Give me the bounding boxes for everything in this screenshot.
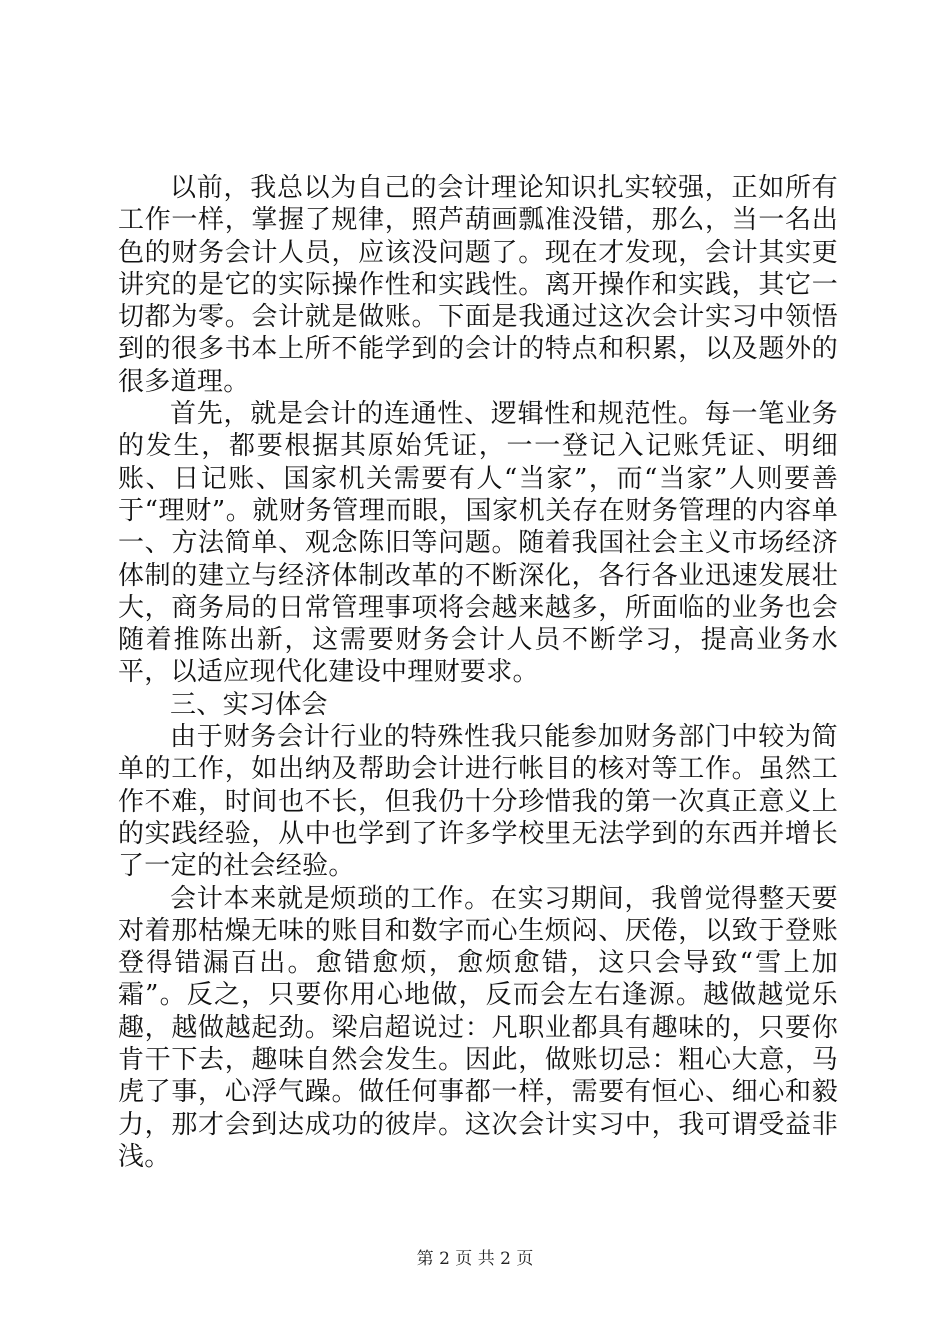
paragraph-first-point: 首先，就是会计的连通性、逻辑性和规范性。每一笔业务的发生，都要根据其原始凭证，一一登记入记账凭证、明细账、日记账、国家机关需要有人“当家”，而“当家”人则要善于“理财”。就财务管理而眼，国家机关存在财务管理的内容单一、方法简单、观念陈旧等问题。随着我国社会主义市场经济体制的建立与经济体制改革的不断深化，各行各业迅速发展壮大，商务局的日常管理事项将会越来越多，所面临的业务也会随着推陈出新，这需要财务会计人员不断学习，提高业务水平，以适应现代化建设中理财要求。 xyxy=(118,399,839,688)
paragraph-intro: 以前，我总以为自己的会计理论知识扎实较强，正如所有工作一样，掌握了规律，照芦葫画瓢准没错，那么，当一名出色的财务会计人员，应该没问题了。现在才发现，会计其实更讲究的是它的实际操作性和实践性。离开操作和实践，其它一切都为零。会计就是做账。下面是我通过这次会计实习中领悟到的很多书本上所不能学到的会计的特点和积累，以及题外的很多道理。 xyxy=(118,173,838,397)
paragraph-reflection: 会计本来就是烦琐的工作。在实习期间，我曾觉得整天要对着那枯燥无味的账目和数字而心生烦闷、厌倦，以致于登账登得错漏百出。愈错愈烦，愈烦愈错，这只会导致“雪上加霜”。反之，只要你用心地做，反而会左右逢源。越做越觉乐趣，越做越起劲。梁启超说过：凡职业都具有趣味的，只要你肯干下去，趣味自然会发生。因此，做账切忌：粗心大意，马虎了事，心浮气躁。做任何事都一样，需要有恒心、细心和毅力，那才会到达成功的彼岸。这次会计实习中，我可谓受益非浅。 xyxy=(118,883,838,1172)
section-heading: 三、实习体会 xyxy=(170,689,328,720)
page-number-footer: 第 2 页 共 2 页 xyxy=(416,1249,534,1269)
document-body xyxy=(118,172,838,1173)
paragraph-internship-work: 由于财务会计行业的特殊性我只能参加财务部门中较为简单的工作，如出纳及帮助会计进行帐目的核对等工作。虽然工作不难，时间也不长，但我仍十分珍惜我的第一次真正意义上的实践经验，从中也学到了许多学校里无法学到的东西并增长了一定的社会经验。 xyxy=(118,722,838,882)
